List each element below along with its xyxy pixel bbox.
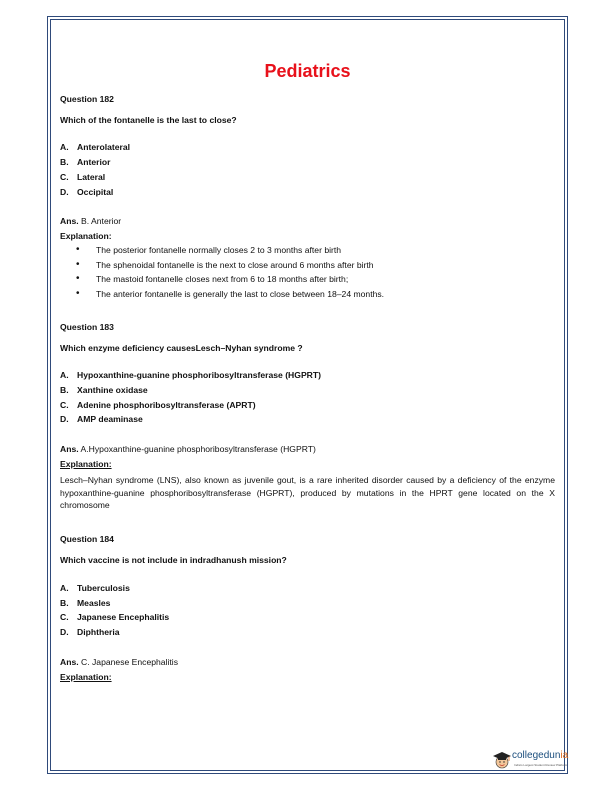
- options-list: [60, 142, 555, 197]
- document-content: [60, 60, 555, 682]
- answer: Ans. C. Japanese Encephalitis: [60, 656, 178, 667]
- explanation-label: Explanation:: [60, 231, 112, 242]
- explanation-label: Explanation:: [60, 671, 112, 682]
- explanation-paragraph: Lesch–Nyhan syndrome (LNS), also known as juvenile gout, is a rare inherited disorder caused by a deficiency of the enzyme hypoxanthine-guanine phosphoribosyltransferase (HGPRT), produced by mutations in the HPRT gene located on the X chromosome: [60, 474, 555, 511]
- explanation-label: Explanation:: [60, 458, 112, 469]
- question-184: [60, 534, 555, 682]
- question-number: Question 184: [60, 534, 114, 545]
- page-title: Pediatrics: [264, 61, 351, 81]
- logo-wordmark: collegedunia: [512, 750, 569, 761]
- question-183: [60, 322, 555, 513]
- options-list: [60, 583, 555, 638]
- collegedunia-logo: [492, 749, 572, 773]
- option-b: B. Anterior: [60, 157, 111, 168]
- option-c: C. Adenine phosphoribosyltransferase (APRT): [60, 399, 256, 410]
- list-item: • The anterior fontanelle is generally the last to close between 18–24 months.: [60, 289, 555, 300]
- option-d: D. Diphtheria: [60, 627, 120, 638]
- option-b: B. Xanthine oxidase: [60, 385, 148, 396]
- list-item: • The mastoid fontanelle closes next from 6 to 18 months after birth;: [60, 274, 555, 285]
- answer: Ans. A.Hypoxanthine-guanine phosphoribosyltransferase (HGPRT): [60, 444, 316, 455]
- list-item: • The posterior fontanelle normally closes 2 to 3 months after birth: [60, 245, 555, 256]
- option-c: C. Lateral: [60, 171, 106, 182]
- options-list: [60, 370, 555, 425]
- option-d: D. AMP deaminase: [60, 414, 143, 425]
- question-text: Which vaccine is not include in indradhanush mission?: [60, 555, 287, 566]
- question-text: Which of the fontanelle is the last to close?: [60, 114, 237, 125]
- option-d: D. Occipital: [60, 186, 114, 197]
- option-c: C. Japanese Encephalitis: [60, 612, 170, 623]
- option-a: A. Hypoxanthine-guanine phosphoribosyltransferase (HGPRT): [60, 370, 321, 381]
- question-182: [60, 94, 555, 300]
- question-text: Which enzyme deficiency causesLesch–Nyhan syndrome ?: [60, 342, 303, 353]
- option-a: A. Anterolateral: [60, 142, 131, 153]
- explanation-bullets: [60, 245, 555, 300]
- graduation-cap-icon: [492, 749, 512, 771]
- option-b: B. Measles: [60, 597, 111, 608]
- question-number: Question 182: [60, 94, 114, 104]
- answer: Ans. B. Anterior: [60, 216, 122, 227]
- option-a: A. Tuberculosis: [60, 582, 130, 593]
- list-item: • The sphenoidal fontanelle is the next to close around 6 months after birth: [60, 260, 555, 271]
- logo-tagline: India's Largest Student Review Platform: [514, 763, 568, 767]
- question-number: Question 183: [60, 321, 114, 332]
